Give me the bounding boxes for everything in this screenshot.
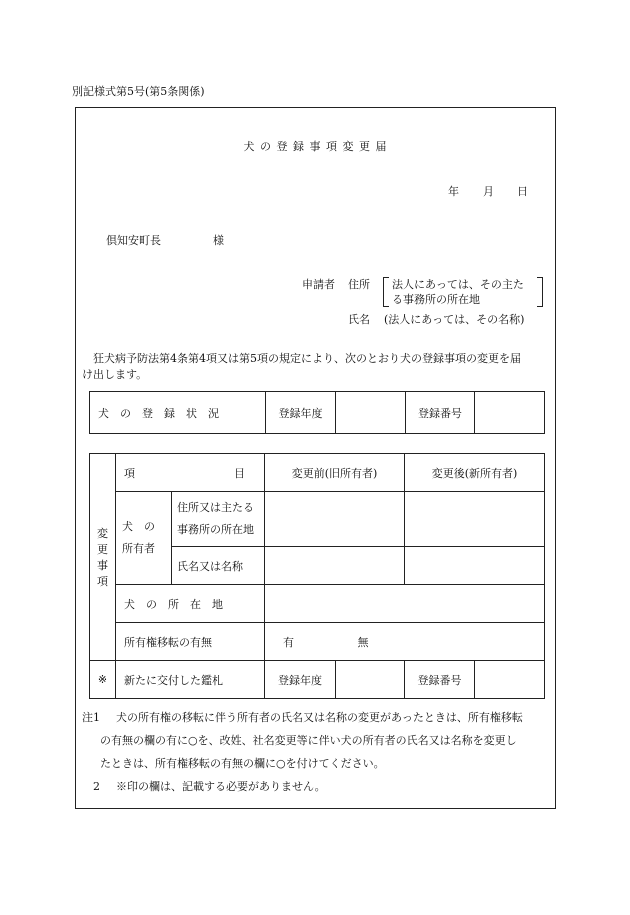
status-label: 犬 の 登 録 状 況 bbox=[98, 406, 219, 420]
item-header-cell bbox=[116, 454, 265, 492]
addressee-honorific: 様 bbox=[213, 234, 224, 247]
note1-line1: 犬の所有権の移転に伴う所有者の氏名又は名称の変更があったときは、所有権移転 bbox=[116, 711, 523, 724]
address-row-line1: 住所又は主たる bbox=[177, 501, 254, 514]
addressee-name: 倶知安町長 bbox=[106, 234, 161, 247]
registration-status-table bbox=[89, 391, 545, 434]
intro-line2: け出します。 bbox=[82, 368, 148, 381]
bracket-right bbox=[537, 277, 543, 307]
owner-label-line1: 犬 の bbox=[122, 520, 155, 533]
form-title: 犬 の 登 録 事 項 変 更 届 bbox=[243, 140, 387, 153]
item-header: 項 目 bbox=[124, 466, 245, 480]
applicant-name-label: 氏名 bbox=[348, 313, 370, 326]
applicant-address-label: 住所 bbox=[348, 278, 370, 291]
side-char: 事 bbox=[97, 559, 108, 572]
note2-label: 2 bbox=[93, 780, 100, 793]
ownership-row-label: 所有権移転の有無 bbox=[124, 635, 212, 649]
status-year-field[interactable] bbox=[336, 392, 406, 434]
name-after-field[interactable] bbox=[405, 547, 545, 585]
status-label-cell bbox=[90, 392, 266, 434]
address-before-field[interactable] bbox=[265, 492, 405, 547]
status-year-label: 登録年度 bbox=[266, 392, 336, 434]
form-reference: 別記様式第5号(第5条関係) bbox=[72, 85, 205, 98]
address-after-field[interactable] bbox=[405, 492, 545, 547]
bracket-left bbox=[383, 277, 389, 307]
new-tag-year-field[interactable] bbox=[336, 661, 405, 699]
note2-text: ※印の欄は、記載する必要がありません。 bbox=[116, 780, 326, 793]
owner-label-line2: 所有者 bbox=[122, 542, 155, 555]
name-row-label: 氏名又は名称 bbox=[172, 547, 265, 585]
side-char: 変 bbox=[97, 527, 108, 540]
date-month-label: 月 bbox=[483, 185, 494, 198]
note1-line3: たときは、所有権移転の有無の欄に○を付けてください。 bbox=[100, 757, 385, 770]
note1-label: 注1 bbox=[82, 711, 100, 724]
date-year-label: 年 bbox=[448, 185, 459, 198]
status-number-label: 登録番号 bbox=[406, 392, 475, 434]
change-side-label-cell bbox=[90, 454, 116, 661]
new-tag-year-label: 登録年度 bbox=[265, 661, 336, 699]
side-char: 更 bbox=[97, 543, 108, 556]
ownership-no[interactable]: 無 bbox=[357, 635, 369, 649]
change-details-table bbox=[89, 453, 545, 699]
after-header: 変更後(新所有者) bbox=[405, 454, 545, 492]
side-char: 項 bbox=[97, 575, 108, 588]
note1-line2: の有無の欄の有に○を、改姓、社名変更等に伴い犬の所有者の氏名又は名称を変更し bbox=[100, 734, 517, 747]
owner-label-cell bbox=[116, 492, 172, 585]
new-tag-number-field[interactable] bbox=[475, 661, 545, 699]
intro-line1: 狂犬病予防法第4条第4項又は第5項の規定により、次のとおり犬の登録事項の変更を届 bbox=[93, 352, 521, 365]
status-number-field[interactable] bbox=[475, 392, 545, 434]
location-row-label: 犬 の 所 在 地 bbox=[124, 597, 223, 611]
address-row-line2: 事務所の所在地 bbox=[177, 523, 254, 536]
address-row-label bbox=[172, 492, 265, 547]
new-tag-row-label: 新たに交付した鑑札 bbox=[124, 673, 223, 687]
applicant-name-note: (法人にあっては、その名称) bbox=[384, 313, 525, 326]
applicant-address-note-line2: る事務所の所在地 bbox=[392, 293, 480, 306]
new-tag-row-label-cell bbox=[116, 661, 265, 699]
location-row-label-cell bbox=[116, 585, 265, 623]
ownership-row-label-cell bbox=[116, 623, 265, 661]
applicant-address-note-line1: 法人にあっては、その主た bbox=[392, 278, 524, 291]
name-before-field[interactable] bbox=[265, 547, 405, 585]
ownership-field[interactable] bbox=[265, 623, 545, 661]
ownership-yes[interactable]: 有 bbox=[283, 635, 294, 649]
new-tag-number-label: 登録番号 bbox=[405, 661, 475, 699]
location-field[interactable] bbox=[265, 585, 545, 623]
mark-cell: ※ bbox=[90, 661, 116, 699]
before-header: 変更前(旧所有者) bbox=[265, 454, 405, 492]
date-day-label: 日 bbox=[517, 185, 528, 198]
applicant-label: 申請者 bbox=[302, 278, 335, 291]
change-side-label bbox=[90, 525, 115, 589]
